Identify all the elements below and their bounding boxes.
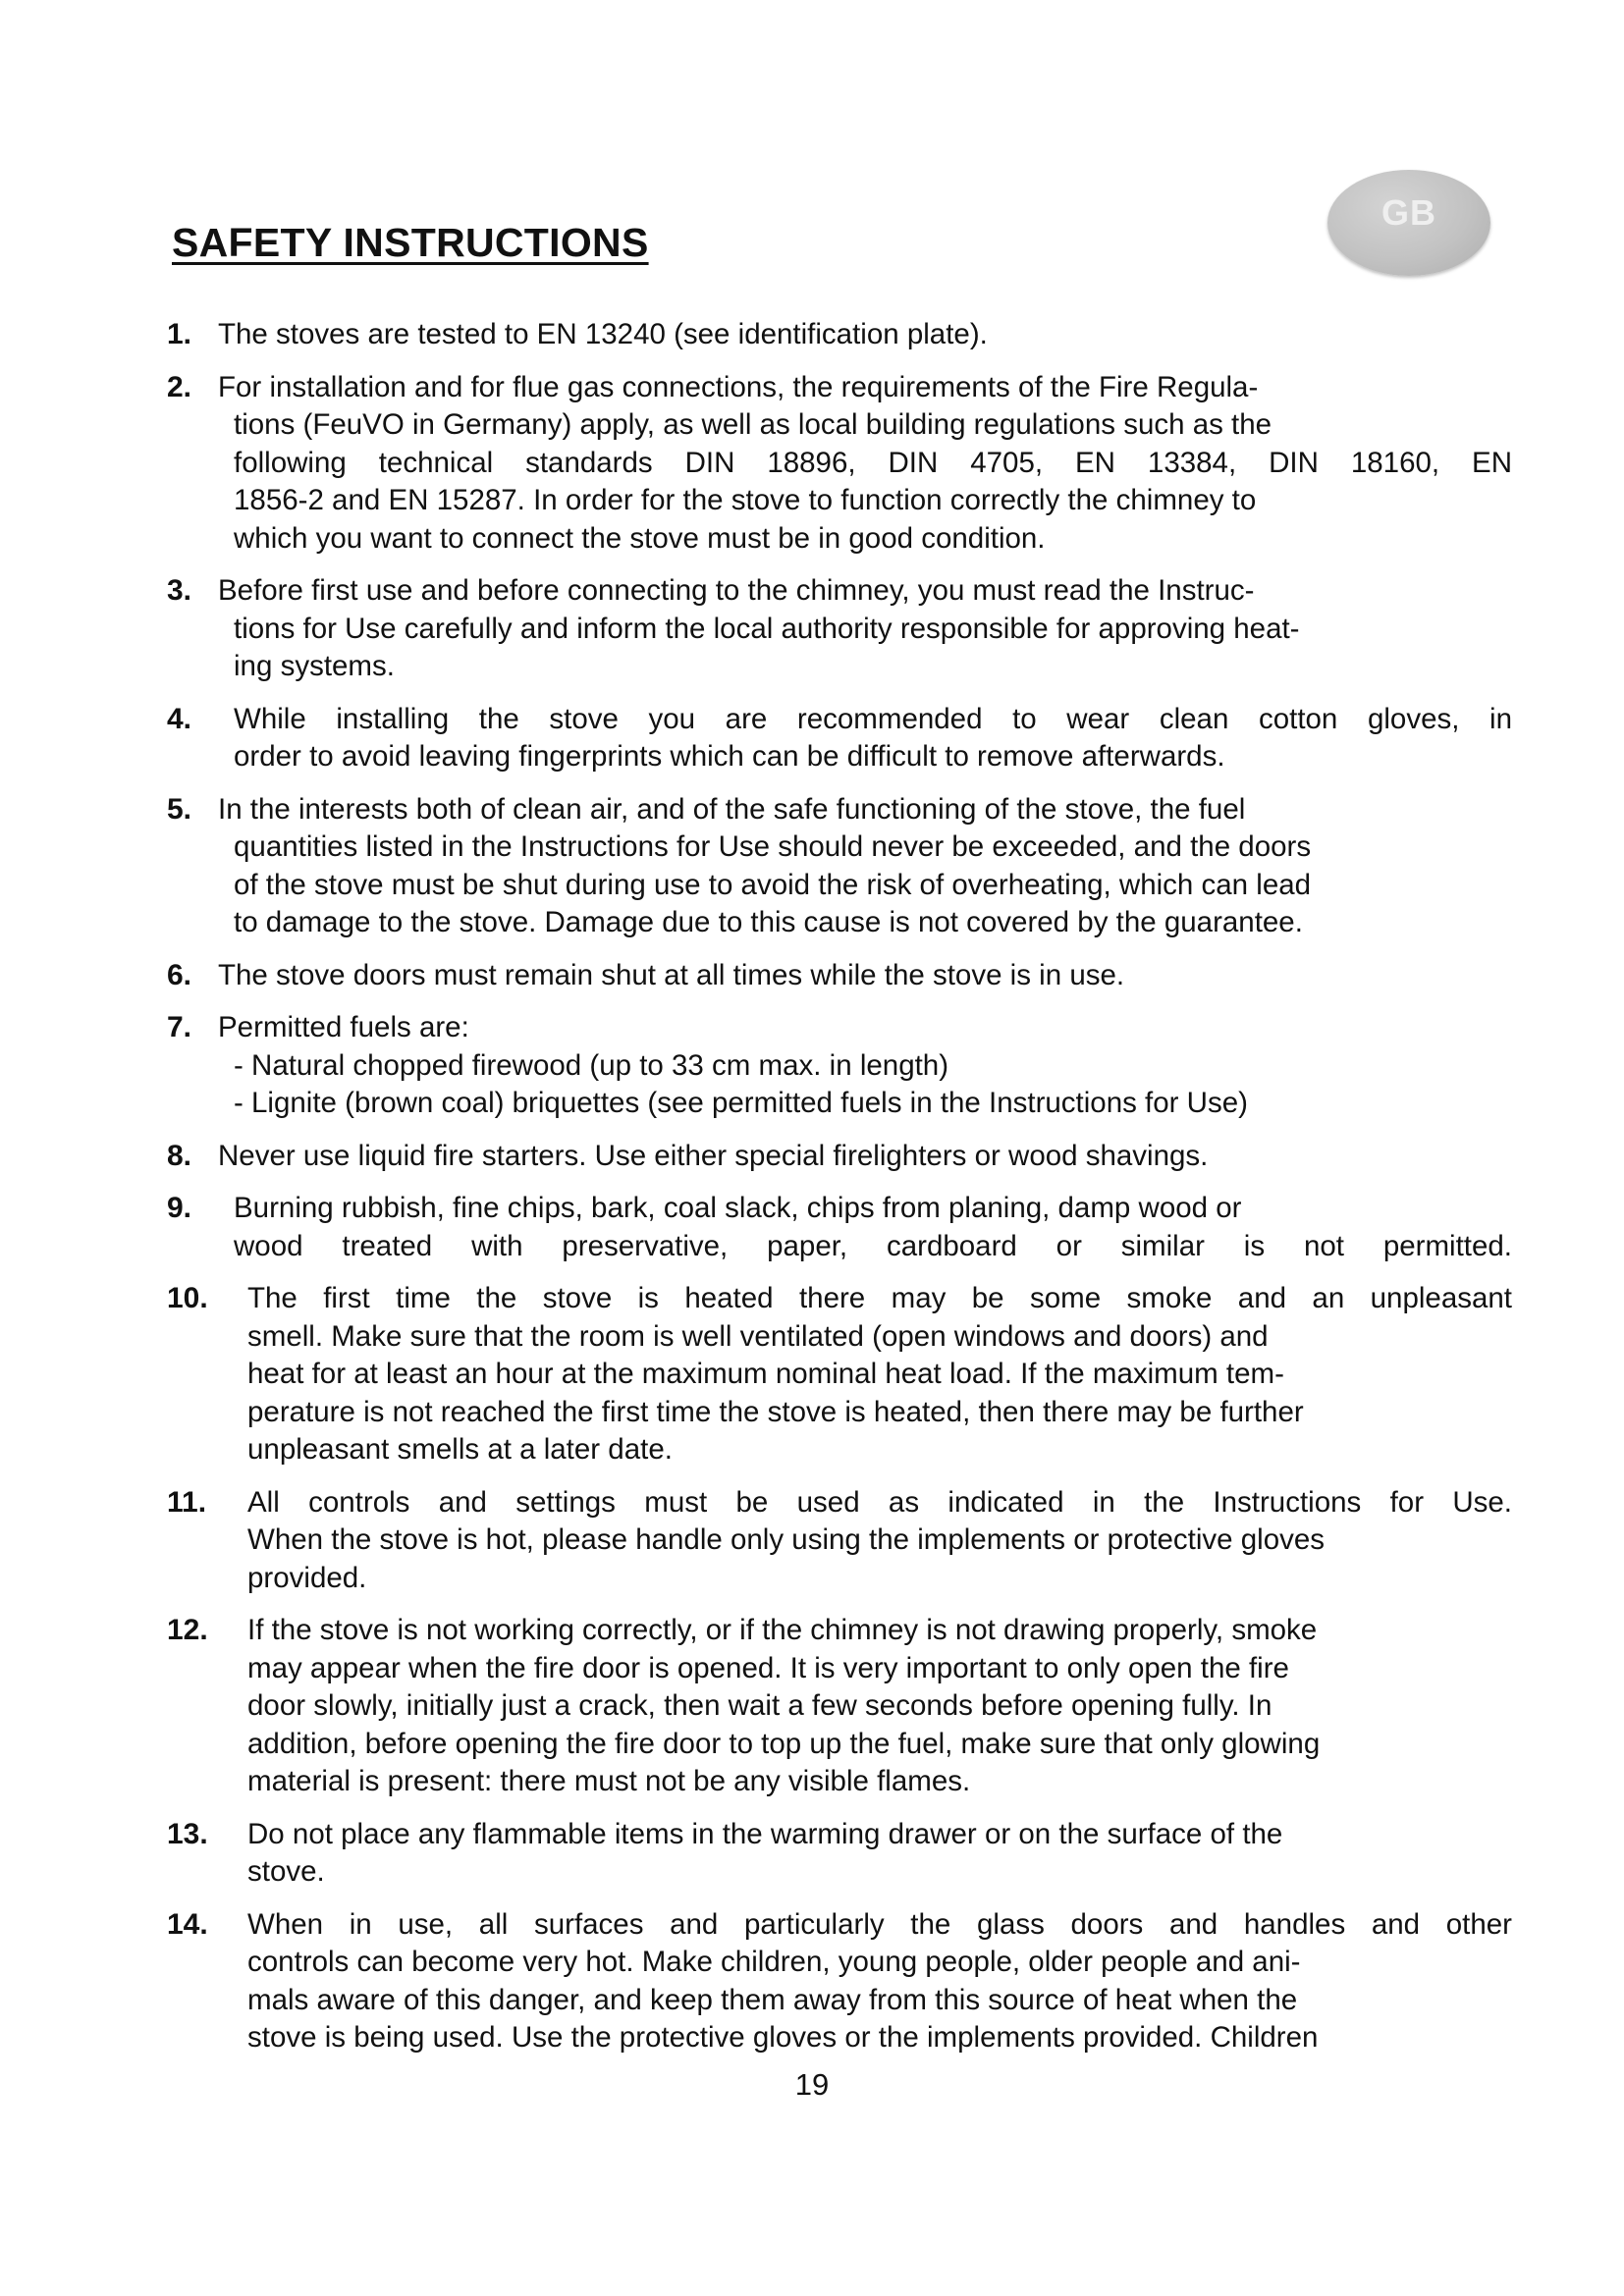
instruction-number: 5. [167, 792, 192, 826]
instruction-line: wood treated with preservative, paper, cardboard or similar is not permitted. [234, 1229, 1512, 1262]
instruction-number: 2. [167, 370, 192, 403]
page-number: 19 [794, 2067, 830, 2102]
instruction-item [167, 1906, 1512, 2057]
instruction-text [218, 572, 1512, 686]
instruction-text [218, 1138, 1512, 1176]
instruction-line: material is present: there must not be any visible flames. [247, 1765, 971, 1797]
instruction-text [218, 316, 1512, 354]
instruction-line: When the stove is hot, please handle only using the implements or protective gloves [247, 1523, 1326, 1556]
instruction-line: The stove doors must remain shut at all times while the stove is in use. [218, 958, 1125, 991]
instruction-line: Permitted fuels are: [218, 1011, 469, 1043]
instruction-item [167, 701, 1512, 776]
instruction-number: 9. [167, 1192, 192, 1224]
instruction-line: tions (FeuVO in Germany) apply, as well as local building regulations such as the [234, 408, 1272, 441]
instruction-line: of the stove must be shut during use to avoid the risk of overheating, which can lead [234, 868, 1312, 901]
instruction-line: 1856-2 and EN 15287. In order for the stove to function correctly the chimney to [234, 484, 1257, 516]
instruction-line: stove is being used. Use the protective gloves or the implements provided. Children [247, 2021, 1319, 2054]
instruction-number: 3. [167, 574, 192, 607]
instruction-text [218, 1009, 1512, 1123]
instruction-line: door slowly, initially just a crack, then wait a few seconds before opening fully. In [247, 1689, 1272, 1722]
instruction-line: tions for Use carefully and inform the local authority responsible for approving heat- [234, 612, 1300, 645]
instruction-text [218, 791, 1512, 942]
language-badge-label: GB [1381, 192, 1436, 233]
page-title: SAFETY INSTRUCTIONS [172, 220, 649, 265]
instruction-line: - Lignite (brown coal) briquettes (see permitted fuels in the Instructions for Use) [234, 1087, 1248, 1119]
instruction-number: 6. [167, 958, 192, 991]
instruction-line: ing systems. [234, 650, 395, 682]
instruction-line: unpleasant smells at a later date. [247, 1433, 673, 1466]
instruction-item [167, 1009, 1512, 1123]
instruction-text [232, 1612, 1512, 1801]
instruction-line: perature is not reached the first time the stove is heated, then there may be further [247, 1395, 1304, 1428]
instruction-line: controls can become very hot. Make children, young people, older people and ani- [247, 1946, 1301, 1978]
instruction-text [218, 957, 1512, 995]
instruction-item [167, 1190, 1512, 1265]
instruction-text [218, 701, 1512, 776]
instruction-line: Never use liquid fire starters. Use either special firelighters or wood shavings. [218, 1139, 1209, 1172]
instruction-line: may appear when the fire door is opened. It is very important to only open the fire [247, 1651, 1289, 1684]
instruction-text [218, 369, 1512, 559]
instruction-item [167, 957, 1512, 995]
instruction-text [232, 1906, 1512, 2057]
instruction-text [232, 1484, 1512, 1598]
instruction-list [167, 316, 1512, 2072]
instruction-line: to damage to the stove. Damage due to this cause is not covered by the guarantee. [234, 906, 1303, 938]
instruction-line: following technical standards DIN 18896, DIN 4705, EN 13384, DIN 18160, EN [234, 446, 1512, 479]
instruction-item [167, 1138, 1512, 1176]
instruction-text [218, 1190, 1512, 1265]
instruction-line: All controls and settings must be used as indicated in the Instructions for Use. [247, 1485, 1512, 1519]
instruction-number: 13. [167, 1817, 208, 1850]
instruction-item [167, 369, 1512, 559]
instruction-line: Do not place any flammable items in the warming drawer or on the surface of the [247, 1817, 1283, 1850]
instruction-number: 7. [167, 1011, 192, 1043]
instruction-line: addition, before opening the fire door to top up the fuel, make sure that only glowing [247, 1727, 1321, 1760]
instruction-number: 12. [167, 1614, 208, 1646]
instruction-item [167, 1484, 1512, 1598]
instruction-number: 8. [167, 1139, 192, 1172]
instruction-line: which you want to connect the stove must be in good condition. [234, 521, 1046, 555]
instruction-text [232, 1280, 1512, 1469]
instruction-number: 11. [167, 1485, 207, 1519]
instruction-line: Before first use and before connecting to the chimney, you must read the Instruc- [218, 574, 1255, 607]
instruction-line: stove. [247, 1855, 325, 1888]
instruction-text [232, 1816, 1512, 1892]
instruction-line: - Natural chopped firewood (up to 33 cm max. in length) [234, 1048, 949, 1082]
instruction-number: 1. [167, 318, 192, 350]
instruction-line: When in use, all surfaces and particularly the glass doors and handles and other [247, 1907, 1512, 1941]
instruction-number: 4. [167, 702, 192, 735]
instruction-line: provided. [247, 1561, 367, 1594]
instruction-item [167, 791, 1512, 942]
instruction-item [167, 1612, 1512, 1801]
instruction-line: order to avoid leaving fingerprints which can be difficult to remove afterwards. [234, 740, 1225, 773]
instruction-line: smell. Make sure that the room is well ventilated (open windows and doors) and [247, 1319, 1269, 1353]
instruction-line: quantities listed in the Instructions for Use should never be exceeded, and the doors [234, 830, 1312, 863]
language-badge [1327, 170, 1490, 276]
instruction-line: For installation and for flue gas connections, the requirements of the Fire Regula- [218, 370, 1259, 403]
instruction-line: Burning rubbish, fine chips, bark, coal slack, chips from planing, damp wood or [234, 1192, 1242, 1224]
instruction-item [167, 1816, 1512, 1892]
instruction-number: 10. [167, 1282, 208, 1314]
instruction-item [167, 316, 1512, 354]
instruction-line: In the interests both of clean air, and of the safe functioning of the stove, the fuel [218, 792, 1246, 826]
instruction-line: While installing the stove you are recommended to wear clean cotton gloves, in [234, 702, 1512, 735]
instruction-item [167, 572, 1512, 686]
instruction-line: The stoves are tested to EN 13240 (see identification plate). [218, 318, 988, 350]
instruction-line: If the stove is not working correctly, or if the chimney is not drawing properly, smoke [247, 1614, 1318, 1646]
instruction-line: mals aware of this danger, and keep them away from this source of heat when the [247, 1983, 1298, 2016]
instruction-item [167, 1280, 1512, 1469]
instruction-number: 14. [167, 1907, 208, 1941]
instruction-line: heat for at least an hour at the maximum nominal heat load. If the maximum tem- [247, 1358, 1284, 1390]
instruction-line: The first time the stove is heated there may be some smoke and an unpleasant [247, 1282, 1512, 1314]
